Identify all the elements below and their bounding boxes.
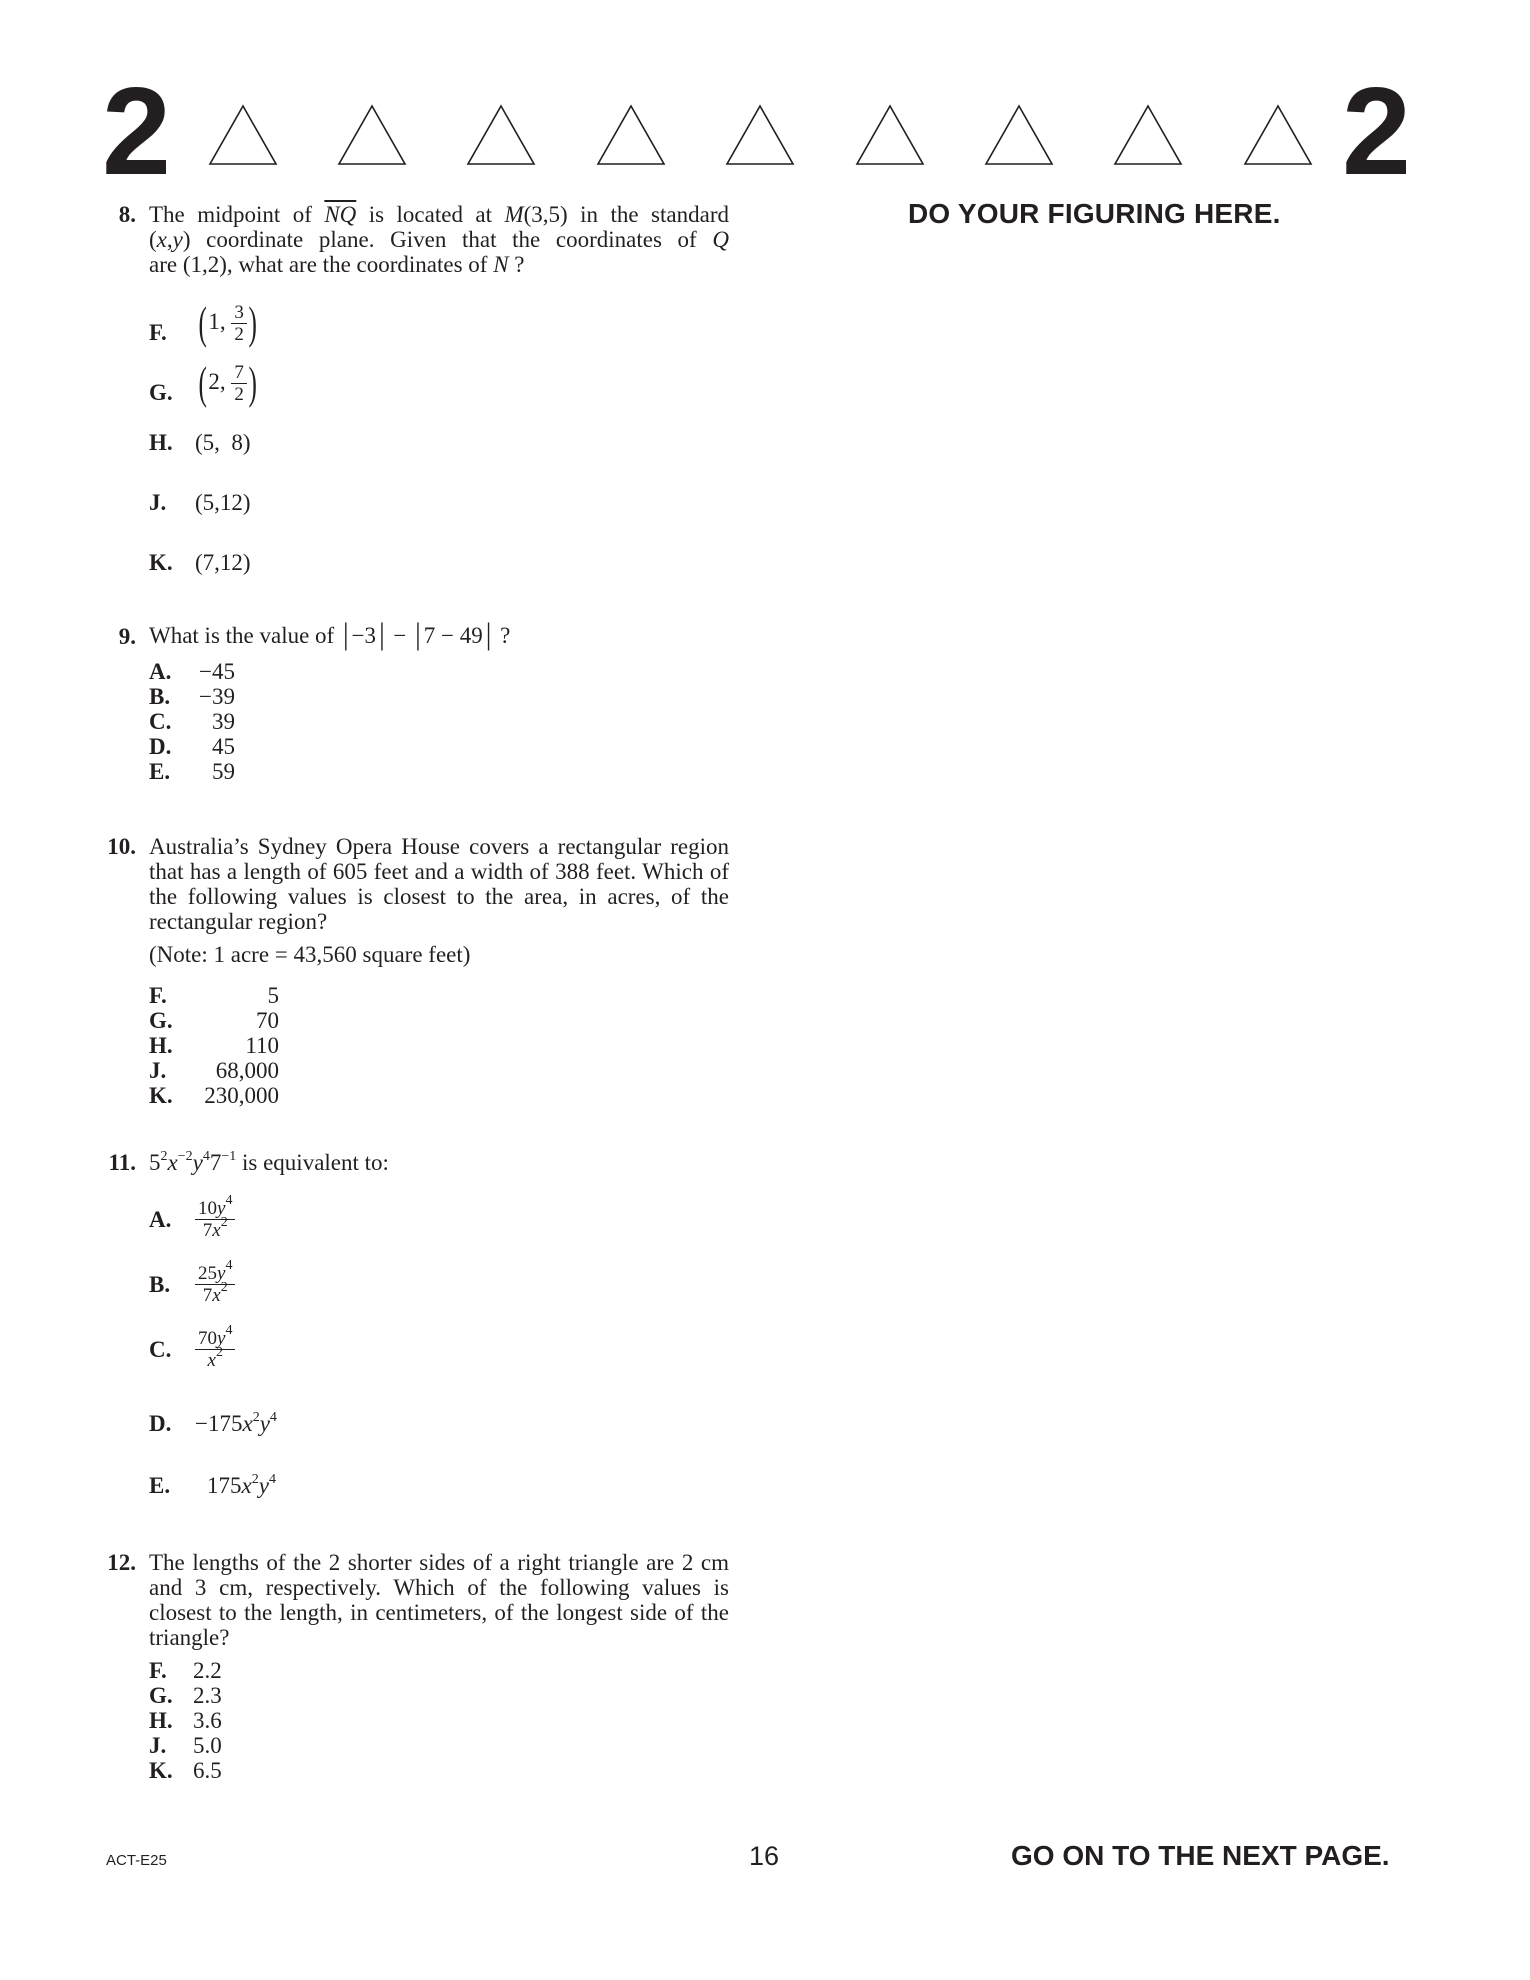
next-page-notice: GO ON TO THE NEXT PAGE. xyxy=(1011,1840,1390,1871)
answer-option-g[interactable] xyxy=(149,1008,279,1033)
question-number: 11. xyxy=(108,1150,136,1175)
answer-option-k[interactable] xyxy=(149,1758,253,1783)
question-stem: The midpoint of $\overline{NQ}$ is located at M(3,5) in the standard (x,y) coordinate plane. Given that the coordinates of Q are (1,2), what are the coordinates of N ? xyxy=(149,202,729,277)
answer-option-c[interactable]: C. $\frac{70y^4}{x^2}$ xyxy=(149,1328,235,1371)
question-number: 12. xyxy=(107,1550,136,1575)
answer-option-g[interactable] xyxy=(149,1683,253,1708)
option-letter: G. xyxy=(149,1008,173,1033)
answer-option-f[interactable]: F. ( 1, $\frac{3}{2}$ ) xyxy=(149,300,260,346)
ordered-pair: ( 1, $\frac{3}{2}$ ) xyxy=(198,297,257,348)
option-value: 70 xyxy=(256,1008,279,1033)
triangle-outline-icon xyxy=(984,104,1054,166)
option-letter: K. xyxy=(149,1083,173,1108)
answer-option-c[interactable] xyxy=(149,709,235,734)
question-stem: Australia’s Sydney Opera House covers a rectangular region that has a length of 605 feet and a width of 388 feet. Which of the following values is closest to the area, in acres, of the rectangular region? xyxy=(149,834,729,934)
triangle-outline-icon xyxy=(208,104,278,166)
option-letter: H. xyxy=(149,1708,173,1733)
answer-option-j[interactable] xyxy=(149,1733,253,1758)
triangle-outline-icon xyxy=(337,104,407,166)
fraction: $\frac{70y^4}{x^2}$ xyxy=(195,1328,235,1371)
triangle-outline-icon xyxy=(725,104,795,166)
answer-option-a[interactable]: A. $\frac{10y^4}{7x^2}$ xyxy=(149,1198,235,1241)
option-value: 3.6 xyxy=(193,1708,222,1733)
answer-option-f[interactable] xyxy=(149,983,279,1008)
option-letter: K. xyxy=(149,1758,173,1783)
option-value: 45 xyxy=(212,734,235,759)
segment-nq: $\overline{NQ}$ xyxy=(324,202,357,227)
answer-option-h[interactable]: H. (5, 8) xyxy=(149,430,251,455)
option-value: −45 xyxy=(199,659,235,684)
option-value: 5 xyxy=(267,983,279,1008)
option-letter: A. xyxy=(149,659,172,684)
option-value: 230,000 xyxy=(204,1083,279,1108)
answer-option-k[interactable]: K. (7,12) xyxy=(149,550,251,575)
answer-option-j[interactable]: J. (5,12) xyxy=(149,490,251,515)
answer-option-k[interactable] xyxy=(149,1083,279,1108)
option-letter: F. xyxy=(149,1658,167,1683)
option-letter: C. xyxy=(149,709,172,734)
option-letter: F. xyxy=(149,983,167,1008)
test-code: ACT-E25 xyxy=(106,1852,167,1869)
option-letter: D. xyxy=(149,734,172,759)
ordered-pair: ( 2, $\frac{7}{2}$ ) xyxy=(198,357,257,408)
triangle-outline-icon xyxy=(1113,104,1183,166)
answer-option-d[interactable] xyxy=(149,734,235,759)
answer-option-b[interactable] xyxy=(149,684,235,709)
option-letter: G. xyxy=(149,1683,173,1708)
option-letter: J. xyxy=(149,1058,167,1083)
option-value: 39 xyxy=(212,709,235,734)
answer-option-e[interactable]: E. $175x^2y^4$ xyxy=(149,1472,276,1498)
option-value: 6.5 xyxy=(193,1758,222,1783)
option-letter: H. xyxy=(149,1033,173,1058)
section-number-right: 2 xyxy=(1342,63,1409,201)
question-number: 9. xyxy=(118,624,136,649)
option-letter: E. xyxy=(149,759,171,784)
answer-option-e[interactable] xyxy=(149,759,235,784)
option-value: 59 xyxy=(212,759,235,784)
question-number: 10. xyxy=(107,834,136,859)
answer-option-h[interactable] xyxy=(149,1708,253,1733)
answer-option-g[interactable]: G. ( 2, $\frac{7}{2}$ ) xyxy=(149,360,260,406)
question-stem: What is the value of | −3 | − | 7 − 49 | ? xyxy=(149,617,511,652)
option-letter: B. xyxy=(149,684,171,709)
option-value: 5.0 xyxy=(193,1733,222,1758)
option-value: 110 xyxy=(245,1033,279,1058)
question-stem: The lengths of the 2 shorter sides of a right triangle are 2 cm and 3 cm, respectively. Which of the following values is closest to the length, in centimeters, of the longest side of the triangle? xyxy=(149,1550,729,1650)
answer-option-j[interactable] xyxy=(149,1058,279,1083)
triangle-outline-icon xyxy=(596,104,666,166)
answer-option-h[interactable] xyxy=(149,1033,279,1058)
option-value: 68,000 xyxy=(215,1058,279,1083)
page-number: 16 xyxy=(749,1841,780,1871)
triangle-outline-icon xyxy=(1243,104,1313,166)
question-note: (Note: 1 acre = 43,560 square feet) xyxy=(149,942,471,967)
answer-option-f[interactable] xyxy=(149,1658,253,1683)
question-number: 8. xyxy=(118,202,136,227)
option-value: 2.2 xyxy=(193,1658,222,1683)
answer-option-d[interactable]: D. $-175x^2y^4$ xyxy=(149,1410,277,1436)
expression: $5^2x^{-2}y^47^{-1}$ xyxy=(149,1149,237,1175)
triangle-outline-icon xyxy=(855,104,925,166)
option-letter: J. xyxy=(149,1733,167,1758)
option-value: −39 xyxy=(199,684,235,709)
question-stem: $5^2x^{-2}y^47^{-1}$ is equivalent to: xyxy=(149,1149,389,1175)
fraction: $\frac{10y^4}{7x^2}$ xyxy=(195,1198,235,1241)
fraction: $\frac{25y^4}{7x^2}$ xyxy=(195,1263,235,1306)
triangle-outline-icon xyxy=(466,104,536,166)
answer-option-a[interactable] xyxy=(149,659,235,684)
option-value: 2.3 xyxy=(193,1683,222,1708)
figuring-label: DO YOUR FIGURING HERE. xyxy=(908,198,1281,229)
section-number-left: 2 xyxy=(102,63,169,201)
answer-option-b[interactable]: B. $\frac{25y^4}{7x^2}$ xyxy=(149,1263,235,1306)
